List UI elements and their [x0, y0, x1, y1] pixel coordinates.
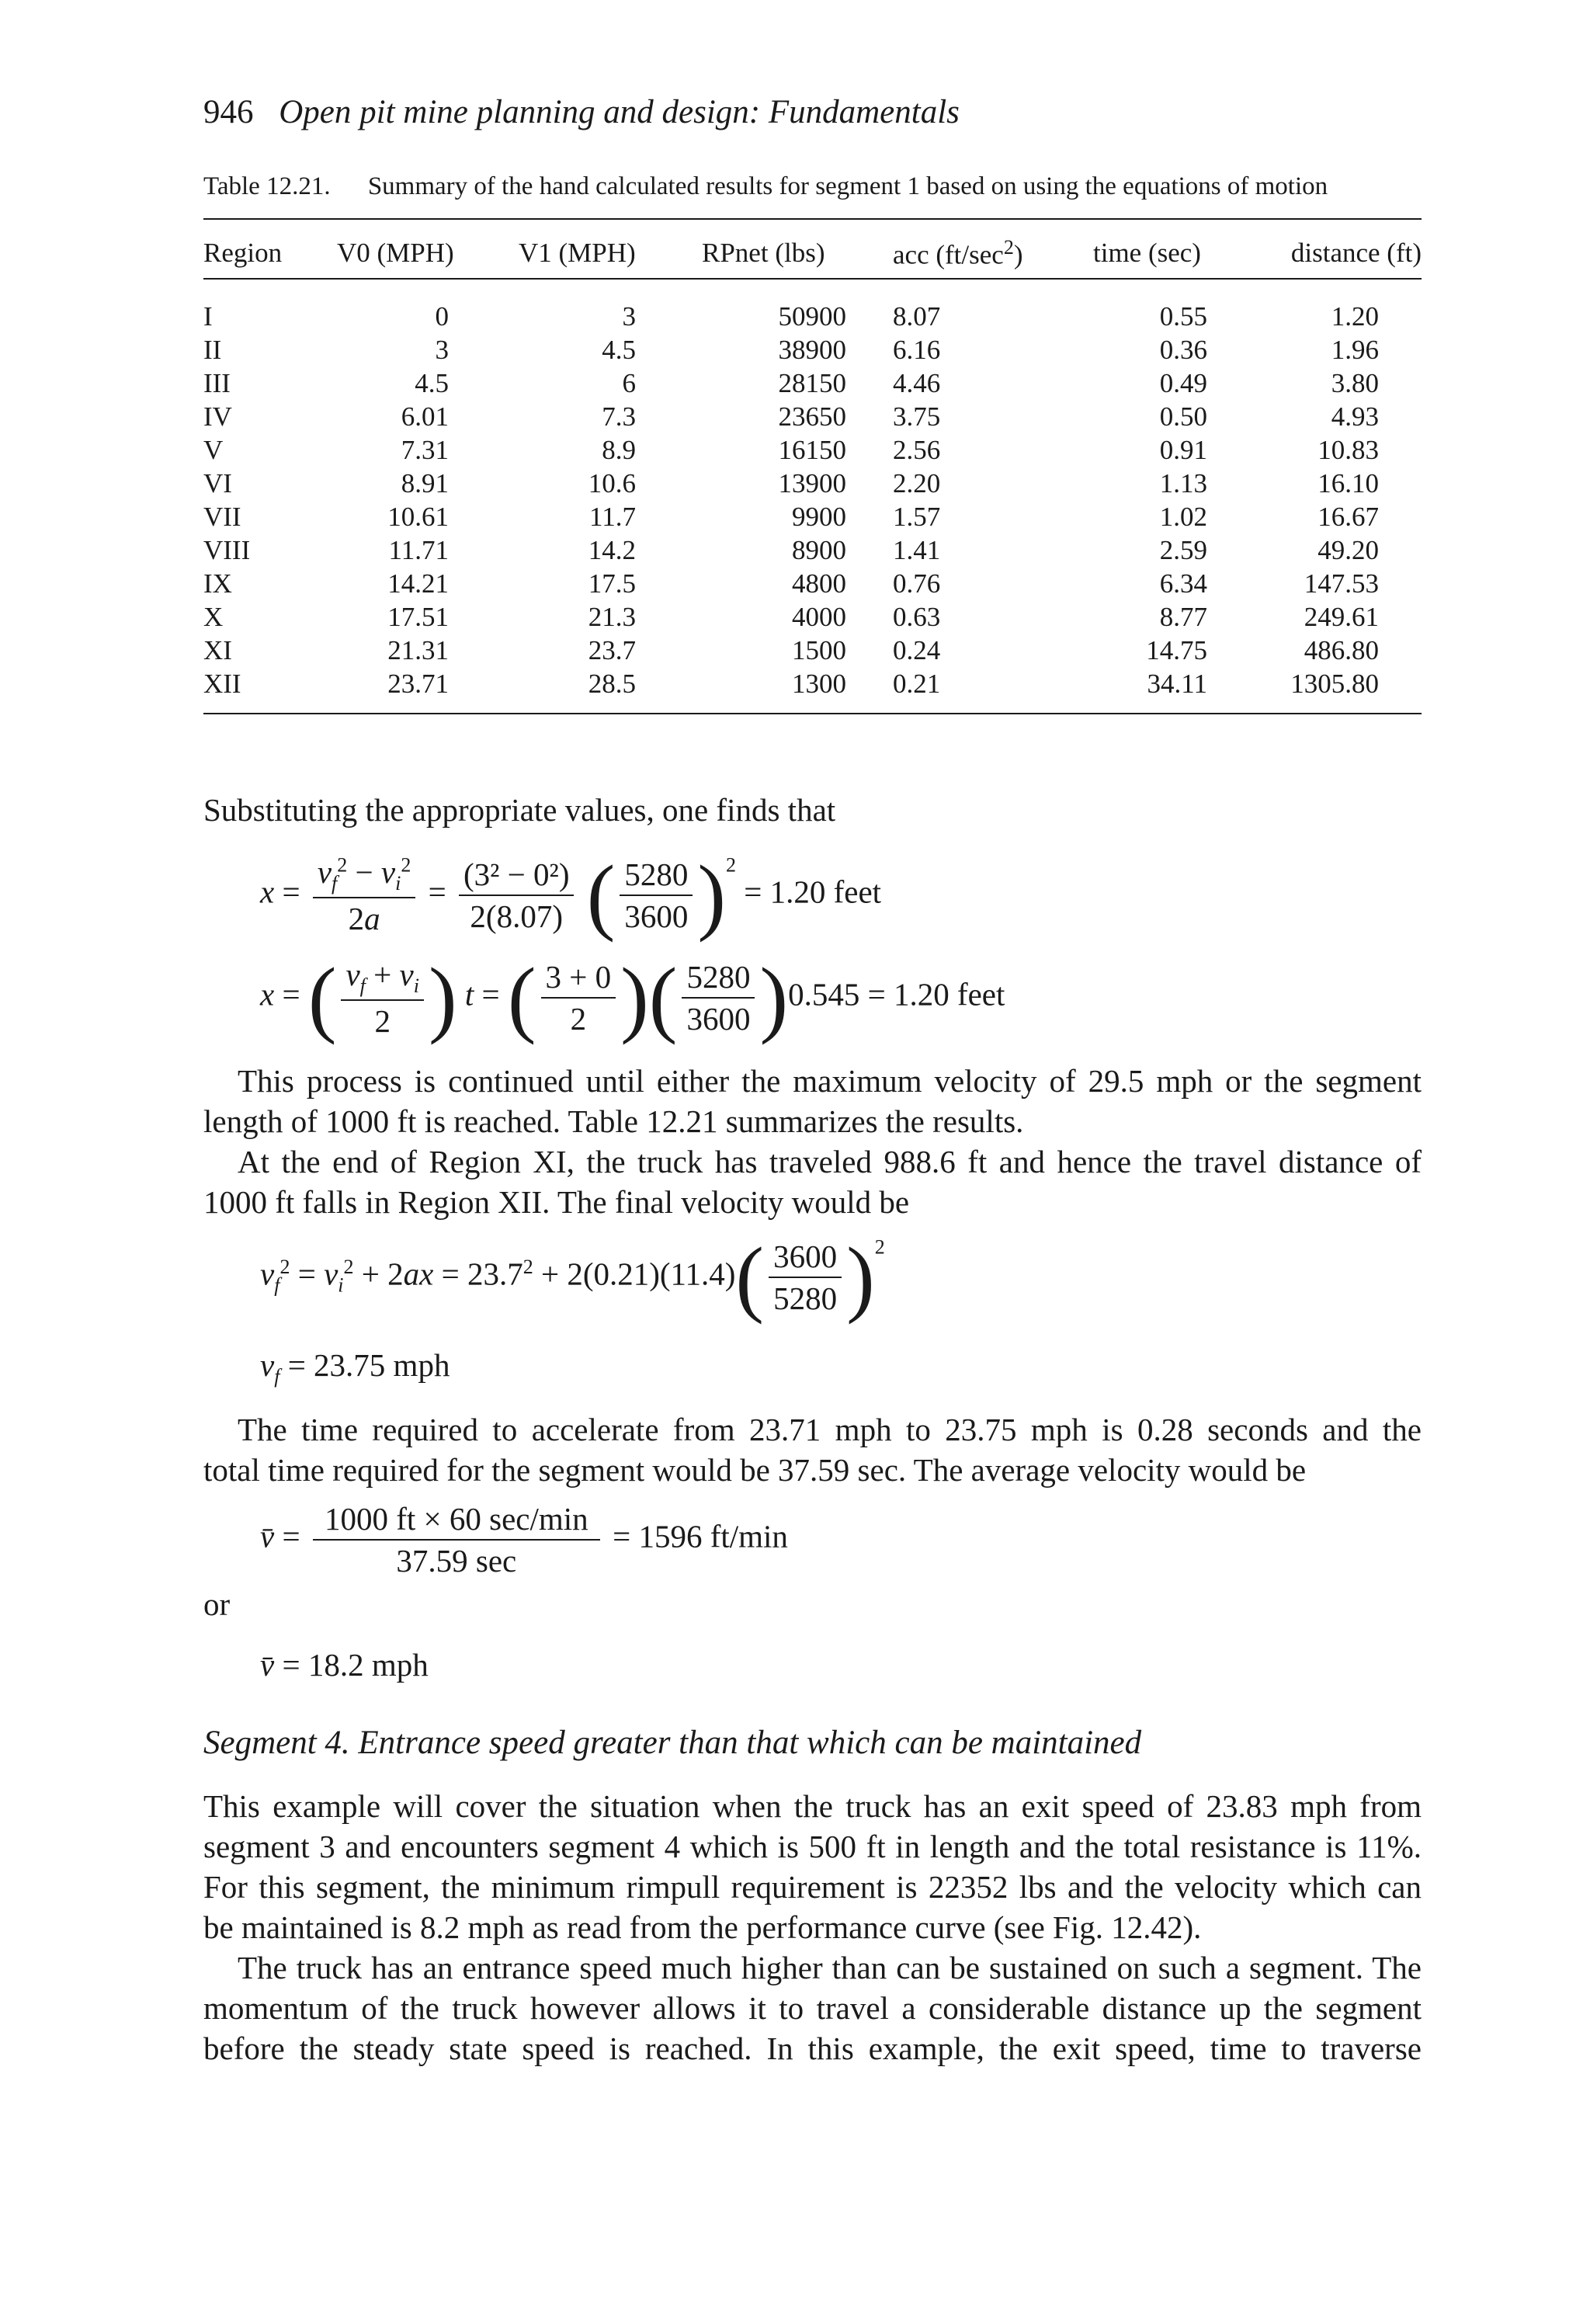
table-cell: 17.5 — [588, 568, 636, 599]
column-header: distance (ft) — [1290, 238, 1422, 268]
table-cell: 0 — [435, 300, 449, 332]
table-row — [203, 667, 1422, 700]
table-cell: II — [203, 334, 222, 365]
table-cell: 4000 — [792, 601, 846, 632]
table-cell: 4.5 — [602, 334, 636, 365]
table-cell: 2.20 — [893, 467, 941, 498]
table-row — [203, 366, 1422, 400]
table-cell: 0.91 — [1159, 434, 1207, 465]
table-cell: 4800 — [792, 568, 846, 599]
column-header: time (sec) — [1093, 238, 1201, 268]
table-row — [203, 333, 1422, 366]
equation-average-velocity-mph: v̄ = 18.2 mph — [260, 1647, 429, 1683]
paragraph-substituting: Substituting the appropriate values, one finds that — [203, 792, 836, 828]
table-row — [203, 634, 1422, 667]
table-cell: 0.24 — [893, 634, 941, 665]
paragraph-process: This process is continued until either the maximum velocity of 29.5 mph or the segment length of 1000 ft is reached. Table 12.21 summarizes the results. At the end of Region XI, the truck has traveled 988.6 ft and hence the travel distance of 1000 ft falls in Region XII. The final velocity would be — [203, 1063, 1422, 1220]
equation-distance-2: x = ( $\frac{v_f + v_i}{2}$ ) t = ( $\frac{3 + 0}{2}$ )( $\frac{5280}{3600}$ )0.545 = 1.20 feet — [260, 950, 1005, 1045]
table-cell: 147.53 — [1304, 568, 1379, 599]
table-cell: V — [203, 434, 224, 465]
table-cell: 3.75 — [893, 401, 941, 432]
table-cell: 16.10 — [1317, 467, 1379, 498]
table-cell: 7.31 — [401, 434, 449, 465]
table-cell: 28150 — [778, 367, 846, 398]
table-cell: XII — [203, 668, 241, 699]
table-cell: 4.5 — [415, 367, 449, 398]
results-table — [203, 230, 1422, 700]
table-cell: 10.61 — [387, 501, 449, 532]
table-cell: 49.20 — [1317, 534, 1379, 565]
equation-distance-1: x = $\frac{v_f^2 - v_i^2}{2a}$ = $\frac{\text{(3² − 0²)}}{2(8.07)}$ ( $\frac{5280}{3600}$ )$^2$ = 1.20 feet — [260, 848, 882, 943]
table-cell: 249.61 — [1304, 601, 1379, 632]
table-cell: 0.36 — [1159, 334, 1207, 365]
table-cell: 8.77 — [1159, 601, 1207, 632]
table-cell: 9900 — [792, 501, 846, 532]
table-cell: 23.71 — [387, 668, 449, 699]
table-cell: 0.63 — [893, 601, 941, 632]
table-cell: 28.5 — [588, 668, 636, 699]
table-cell: 14.75 — [1146, 634, 1207, 665]
table-cell: 10.6 — [588, 467, 636, 498]
table-caption-text: Summary of the hand calculated results for segment 1 based on using the equations of motion — [367, 172, 1328, 200]
table-cell: 1300 — [792, 668, 846, 699]
table-cell: 0.55 — [1159, 300, 1207, 332]
table-bottom-rule — [203, 713, 1422, 714]
table-cell: 3 — [435, 334, 449, 365]
table-cell: 11.71 — [388, 534, 449, 565]
table-cell: VIII — [203, 534, 251, 565]
table-cell: 1.02 — [1159, 501, 1207, 532]
table-cell: 1.57 — [893, 501, 941, 532]
table-cell: 38900 — [778, 334, 846, 365]
table-top-rule — [203, 218, 1422, 220]
table-cell: 50900 — [778, 300, 846, 332]
table-cell: 14.21 — [387, 568, 449, 599]
table-cell: 6.16 — [893, 334, 941, 365]
section-heading: Segment 4. Entrance speed greater than that which can be maintained — [203, 1725, 1142, 1761]
table-cell: 8.91 — [401, 467, 449, 498]
table-cell: 21.3 — [588, 601, 636, 632]
table-cell: IV — [203, 401, 232, 432]
table-cell: 1.13 — [1159, 467, 1207, 498]
equation-vf-result: $v_f = 23.75$ mph — [260, 1347, 450, 1388]
table-cell: 4.46 — [893, 367, 941, 398]
table-cell: 1500 — [792, 634, 846, 665]
table-cell: 23650 — [778, 401, 846, 432]
table-cell: 10.83 — [1317, 434, 1379, 465]
table-cell: 7.3 — [602, 401, 636, 432]
table-cell: 14.2 — [588, 534, 636, 565]
table-cell: XI — [203, 634, 232, 665]
page-header — [203, 93, 960, 131]
table-cell: 1.20 — [1331, 300, 1379, 332]
table-cell: 0.76 — [893, 568, 941, 599]
table-cell: 21.31 — [387, 634, 449, 665]
table-cell: IX — [203, 568, 232, 599]
paragraph-segment4: This example will cover the situation when the truck has an exit speed of 23.83 mph from segment 3 and encounters segment 4 which is 500 ft in length and the total resistance is 11%. For this segment, the minimum rimpull requirement is 22352 lbs and the velocity which can be maintained is 8.2 mph as read from the performance curve (see Fig. 12.42). The truck has an entrance speed much higher than can be sustained on such a segment. The momentum of the truck however allows it to travel a considerable distance up the segment before the steady state speed is reached. In this example, the exit speed, time to traverse — [203, 1788, 1422, 2066]
table-cell: 17.51 — [387, 601, 449, 632]
table-row — [203, 600, 1422, 634]
table-cell: 2.56 — [893, 434, 941, 465]
page-number: 946 — [203, 94, 254, 130]
table-cell: 0.50 — [1159, 401, 1207, 432]
table-cell: 1305.80 — [1290, 668, 1379, 699]
table-caption-number: Table 12.21. — [203, 172, 331, 200]
table-cell: 6.01 — [401, 401, 449, 432]
table-cell: 8900 — [792, 534, 846, 565]
table-cell: 0.21 — [893, 668, 941, 699]
column-header: acc $(ft/\sec^2)$ — [893, 235, 1023, 270]
table-row — [203, 500, 1422, 533]
paragraph-time-required: The time required to accelerate from 23.71 mph to 23.75 mph is 0.28 seconds and the total time required for the segment would be 37.59 sec. The average velocity would be — [203, 1412, 1422, 1488]
paragraph-or: or — [203, 1586, 231, 1622]
table-cell: 1.96 — [1331, 334, 1379, 365]
column-header: V1 (MPH) — [519, 238, 636, 268]
table-cell: VI — [203, 467, 232, 498]
table-row — [203, 467, 1422, 500]
table-row — [203, 567, 1422, 600]
table-cell: VII — [203, 501, 241, 532]
table-cell: 6 — [622, 367, 636, 398]
table-cell: I — [203, 300, 213, 332]
table-body — [203, 276, 1422, 700]
table-cell: 13900 — [778, 467, 846, 498]
table-cell: 1.41 — [893, 534, 941, 565]
table-cell: III — [203, 367, 231, 398]
table-header-row — [203, 230, 1422, 276]
equation-final-velocity: $v_f^2 = v_i^2 + 2ax = 23.7^2 + 2(0.21)(11.4)$( $\frac{3600}{5280}$ )$^2$ — [260, 1230, 885, 1325]
table-cell: 16150 — [778, 434, 846, 465]
table-cell: 34.11 — [1147, 668, 1207, 699]
table-cell: 2.59 — [1159, 534, 1207, 565]
table-row — [203, 433, 1422, 467]
table-row — [203, 533, 1422, 567]
table-cell: 8.07 — [893, 300, 941, 332]
table-row — [203, 276, 1422, 333]
table-row — [203, 400, 1422, 433]
table-cell: 486.80 — [1304, 634, 1379, 665]
table-cell: 16.67 — [1317, 501, 1379, 532]
table-cell: 11.7 — [589, 501, 636, 532]
book-title: Open pit mine planning and design: Fundamentals — [279, 94, 960, 130]
table-cell: 4.93 — [1331, 401, 1379, 432]
table-caption — [203, 172, 1328, 201]
column-header: Region — [203, 238, 283, 268]
table-cell: 6.34 — [1159, 568, 1207, 599]
table-cell: 0.49 — [1159, 367, 1207, 398]
table-cell: 3 — [622, 300, 636, 332]
table-cell: 3.80 — [1331, 367, 1379, 398]
table-cell: 23.7 — [588, 634, 636, 665]
column-header: V0 (MPH) — [337, 238, 454, 268]
equation-average-velocity: v̄ = $\frac{1000 ft \times 60 \sec/\min}{37.59 \sec}$ = 1596 ft/min — [260, 1501, 788, 1579]
column-header: RPnet (lbs) — [702, 238, 825, 268]
table-cell: 8.9 — [602, 434, 636, 465]
table-cell: X — [203, 601, 224, 632]
